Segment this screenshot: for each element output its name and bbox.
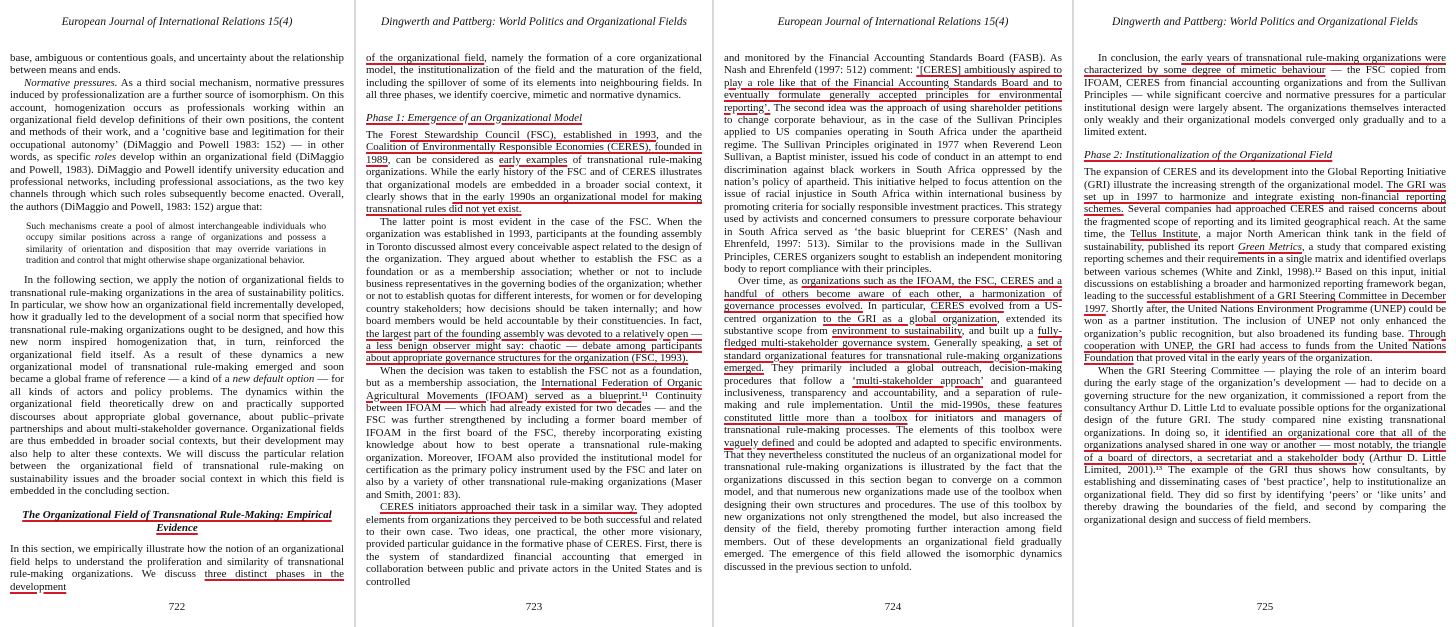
highlighted-text: ‘multi-stakeholder approach’ (852, 374, 984, 387)
page-number: 722 (168, 601, 186, 613)
text-run: new default option (232, 373, 315, 386)
highlighted-text: organizations such as the IFOAM, the FSC, CERES and a handful of others become aware of each other, a harmonization of governance processes evolved. (724, 275, 1062, 313)
text-run: The second idea was the approach of using shareholder petitions to change corporate behaviour, as in the case of the Sullivan Principles applied to US companies operating in South Africa under the apartheid regime. The Sullivan Principles originated in 1977 when Reverend Leon Sullivan, a Baptist minister, issued his code of conduct in an attempt to end discrimination against black workers in South Africa oppressed by the nation’s policy of apartheid. This initiative helped to focus attention on the issue of racial injustice in South Africa within international business by promoting criteria for socially responsible investment practices. This strategy used by activists and concerned consumers to pressure corporate behaviour in South Africa served as ‘the basic blueprint for CERES’ (Nash and Ehrenfeld, 1997: 513). Similar to the provisions made in the Sullivan Principles, CERES organizers sought to establish an independent monitoring body to report compliance with their principles. (724, 101, 1062, 275)
paragraph (1084, 52, 1446, 139)
text-run: , a major North American think tank in the field of sustainability, published its report (1084, 228, 1446, 253)
text-run: , and built up a (961, 324, 1038, 337)
highlighted-text: CERES evolved (930, 300, 1004, 313)
text-run: The expansion of CERES and its development into the Global Reporting Initiative (GRI) illustrate the increasing strength of the organizational model. (1084, 166, 1446, 191)
paragraph (724, 275, 1062, 573)
highlighted-text: Phase 1: Emergence of an Organizational Model (366, 111, 583, 124)
highlighted-text: ‘[CERES] ambitiously aspired to play a role like that of the Financial Accounting Standards Board and to eventually formulate generally accepted principles for environmental reporting’. (724, 64, 1062, 114)
text-run: — for all kinds of actors and policy problems. The dynamics within the organizational field theoretically drew on and practically supported discourses about appropriate global governance, about public–private partnerships and about multi-stakeholder governance. Organizational fields are thus embedded in broader social contexts, but their development may also help to alter these contexts. We will discuss the particular relation between the organizational field of transnational rule-making on sustainability issues and the broader social context in which this field is embedded in the concluding section. (10, 373, 344, 497)
section-heading (1084, 149, 1446, 161)
page-725 (1074, 0, 1456, 627)
highlighted-text: Forest Stewardship Council (FSC), established in 1993 (390, 129, 657, 142)
paragraph (366, 216, 702, 365)
page-body (724, 52, 1062, 595)
text-run: for initiators and managers of transnational rule-making processes. The elements of this toolbox were (724, 411, 1062, 437)
highlighted-text: successful establishment of a GRI Steering Committee in December 1997 (1084, 290, 1446, 315)
text-run: Generally speaking, (929, 337, 1028, 350)
page-body (10, 52, 344, 595)
text-run: , extended its substantive scope from (724, 312, 1062, 337)
text-run: , namely the formation of a core organizational model, the institutionalization of the field and the maturation of the field, including the spillover of some of its elements into neighbouring fields. In all three phases, we identify coercive, mimetic and normative dynamics. (366, 52, 702, 102)
text-run: roles (94, 151, 117, 164)
page-number: 723 (525, 601, 543, 613)
text-run: of transnational rule-making organizations. While the early history of the FSC and of CERES illustrates that organizational models are embedded in a broader social context, it clearly shows that (366, 153, 702, 204)
highlighted-text: fully-fledged multi-stakeholder governance system. (724, 324, 1062, 350)
highlighted-text: CERES initiators approached their task in a similar way. (380, 501, 638, 514)
running-header: Dingwerth and Pattberg: World Politics and Organizational Fields (1112, 16, 1418, 28)
paragraph (366, 52, 702, 102)
text-run: base, ambiguous or contentious goals, and uncertainty about the relationship between means and ends. (10, 52, 344, 77)
text-run: They primarily included a global outreach, decision-making procedures that follow a (724, 362, 1062, 387)
block-quote (26, 221, 326, 266)
paragraph (1084, 365, 1446, 526)
text-run: , can be considered as (387, 153, 500, 166)
highlighted-text: early years of transnational rule-making organizations were characterized by some degree of mimetic behaviour (1084, 52, 1446, 77)
text-run: When the decision was taken to establish the FSC not as a foundation, but as a membership association, the (366, 364, 702, 390)
highlighted-text: International Federation of Organic Agricultural Movements (IFOAM) served as a blueprint. (366, 377, 702, 402)
paragraph (366, 501, 702, 588)
highlighted-text: of the organizational field (366, 52, 485, 64)
text-run: that proved vital in the early years of the organization. (1133, 352, 1373, 365)
text-run: . Shortly after, the United Nations Environment Programme (UNEP) could be won as a partner institution. The inclusion of UNEP not only enhanced the organization’s public recognition, but also broadened its funding base. (1084, 302, 1446, 340)
page-number: 724 (884, 601, 902, 613)
highlighted-text: the largest part of the founding assembly was devoted to a relatively open — a less benign observer might say: chaotic — debate among participants about appropriate governance structures for the organization (FSC, 1993). (366, 327, 702, 365)
text-run: In particular, (862, 300, 931, 313)
running-header: European Journal of International Relations 15(4) (61, 16, 293, 28)
highlighted-text: Tellus Institute (1130, 228, 1198, 241)
highlighted-text: Phase 2: Institutionalization of the Organizational Field (1084, 148, 1333, 161)
highlighted-text: environment to sustainability (832, 324, 962, 337)
text-run: and guaranteed inclusiveness, transparency and accountability, and a separation of rule-making and rule implementation. (724, 374, 1062, 412)
highlighted-text: in the early 1990s an organizational model for making transnational rules did not yet exist. (366, 191, 702, 216)
paragraph (1084, 166, 1446, 365)
paragraph (10, 52, 344, 77)
text-run: (Arthur D. Little Limited, 2001).¹³ The example of the GRI thus shows how consultants, by establishing and disseminating cases of ‘best practice’, help to institutionalize an organizational field. They did so first by identifying ‘peers’ or ‘like units’ and thereby drawing the boundaries of the field, and second by comparing the organizational design and success of field members. (1084, 451, 1446, 526)
text-run: When the GRI Steering Committee — playing the role of an interim board during the early stage of the organization’s development — had to decide on a governing structure for the new organization, it commissioned a report from the consultancy Arthur D. Little Ltd to evaluate possible options for the organizational design of the future GRI. The study compared nine existing transnational organizations. In doing so, it (1084, 364, 1446, 439)
text-run: As a third social mechanism, normative pressures induced by professionalization are a further source of isomorphism. On this account, homogenization occurs as professionals working within an organizational field develop definitions of their own positions, the content and methods of their work, and a ‘cognitive base and legitimation for their occupational autonomy’ (DiMaggio and Powell 1983: 152) — in other words, as specific (10, 76, 344, 164)
paragraph (10, 77, 344, 213)
page-724 (714, 0, 1072, 627)
text-run: They adopted elements from organizations they perceived to be both successful and related to their own case. Two ideas, one practical, the other more visionary, provided particular guidance in the formative phase of CERES. First, there is the system of standardized financial accounting that emerged in collaboration between public and private actors in the United States and is controlled (366, 501, 702, 588)
text-run: In this section, we empirically illustrate how the notion of an organizational field helps to understand the proliferation and similarity of transnational rule-making organizations. We discuss (10, 543, 344, 581)
highlighted-text: Coalition of Environmentally Responsible Economies (CERES), founded in 1989 (366, 141, 702, 166)
text-run: Such mechanisms create a pool of almost interchangeable individuals who occupy similar positions across a range of organizations and possess a similarity of orientation and disposition that may override variations in tradition and control that might otherwise shape organizational behavior. (26, 221, 326, 266)
text-run: Several companies had approached CERES and raised concerns about the fragmented scope of reporting and its limited geographical reach. At the same time, the (1084, 203, 1446, 241)
text-run: The (366, 129, 391, 142)
text-run: ¹¹ Continuity between IFOAM — which had already existed for two decades — and the FSC was further strengthened by including a former board member of IFOAM in the first board of the FSC, thereby incorporating existing knowledge about how to best operate a transnational rule-making organization. Moreover, IFOAM also provided the institutional model for certification as the primary policy instrument used by the FSC and later on also by a variety of other transnational rule-making organizations (Maser and Smith, 2001: 83). (366, 389, 702, 501)
running-header: Dingwerth and Pattberg: World Politics and Organizational Fields (381, 16, 687, 28)
highlighted-text: The GRI was set up in 1997 to harmonize and integrate existing non-financial reporting schemes. (1084, 178, 1446, 216)
text-run: , a study that compared existing reporting schemes and their requirements in a single matrix and identified overlaps between various schemes (White and Zinkl, 1998).¹² Based on this input, initial discussions on establishing a broader and harmonized reporting framework began, leading to the (1084, 240, 1446, 303)
text-run: develop within an organizational field (DiMaggio and Powell, 1983). DiMaggio and Powell identify university education and professional networks, including professional associations, as the two key channels through which such roles subsequently become enacted. Overall, the authors (DiMaggio and Powell, 1983: 152) argue that: (10, 151, 344, 213)
text-run: The latter point is most evident in the case of the FSC. When the organization was established in 1993, participants at the founding assembly in Toronto discussed almost every conceivable aspect related to the design of the organization. They argued about whether to establish the FSC as a foundation or as a membership association; whether or not to include business representatives in the governing bodies of the organization; whether or not to establish quotas for different interests, for women or for developing country stakeholders; how decisions should be taken internally; and how board members would be held accountable by their constituencies. In fact, (366, 215, 702, 328)
paragraph (366, 129, 702, 216)
text-run: Normative pressures. (24, 76, 118, 89)
text-run: from a US-centred organization (724, 300, 1062, 325)
highlighted-text: early examples (499, 153, 568, 166)
page-723 (356, 0, 712, 627)
highlighted-text: Green Metrics (1238, 240, 1302, 253)
text-run: In conclusion, the (1098, 52, 1182, 64)
text-run: and monitored by the Financial Accounting Standards Board (FASB). As Nash and Ehrenfeld (1997: 512) comment: (724, 52, 1062, 77)
text-run: — the FSC copied from IFOAM, CERES from financial accounting organizations and from the Sullivan Principles — while significant coercive and normative pressures for a particular institutional design were largely absent. The organizations themselves interacted only weakly and their organizational models converged only gradually and to a limited extent. (1084, 64, 1446, 139)
highlighted-text: three distinct phases in the development (10, 568, 344, 593)
text-run: Over time, as (738, 275, 802, 288)
page-body (366, 52, 702, 595)
page-body (1084, 52, 1446, 595)
text-run: In the following section, we apply the notion of organizational fields to transnational rule-making organizations in the area of sustainability politics. In particular, we show how an organizational field incrementally developed, how it gradually led to the development of a social norm that specified how transnational rule-making organizations ought to be designed, and how this new norm inspired homogenization that, in turn, reinforced the organizational field itself. As a result of these dynamics a new organizational model of transnational rule-making emerged and soon became a global frame of reference — a kind of a (10, 274, 344, 386)
highlighted-text: Through cooperation with UNEP, the GRI had access to funds from the United Nations Foundation (1084, 327, 1446, 365)
highlighted-text: The Organizational Field of Transnational Rule-Making: Empirical Evidence (22, 509, 332, 535)
paragraph (10, 543, 344, 593)
text-run: and could be adopted and adapted to specific environments. That they nevertheless constituted the nucleus of an organizational model for transnational rule-making organizations is illustrated by the fact that the organizations discussed in this section began to converge on a common model, and that numerous new organizations made use of the toolbox when designing their own structures and procedures. The use of this toolbox by new organizations not only strengthened the model, but also increased the density of the field, thereby promoting further interaction among field members. Out of these developments an organizational field gradually emerged. The emergence of this field allowed the isomorphic dynamics discussed in the previous section to unfold. (724, 436, 1062, 573)
section-heading (366, 112, 702, 124)
highlighted-text: Until the mid-1990s, these features constituted little more than a toolbox (724, 399, 1062, 424)
page-722 (0, 0, 354, 627)
highlighted-text: identified an organizational core that all of the organizations analysed shared in one way or another — most notably, the triangle of a board of directors, a secretariat and a stakeholder body (1084, 426, 1446, 464)
text-run: , and the (656, 129, 702, 142)
highlighted-text: vaguely defined (724, 436, 795, 449)
running-header: European Journal of International Relations 15(4) (777, 16, 1009, 28)
page-number: 725 (1256, 601, 1274, 613)
paragraph (10, 274, 344, 497)
highlighted-text: to the GRI as a global organization (822, 312, 997, 325)
section-heading (10, 509, 344, 535)
highlighted-text: a set of standard organizational features for transnational rule-making organizations emerged. (724, 337, 1062, 375)
paragraph (724, 52, 1062, 275)
paragraph (366, 365, 702, 501)
